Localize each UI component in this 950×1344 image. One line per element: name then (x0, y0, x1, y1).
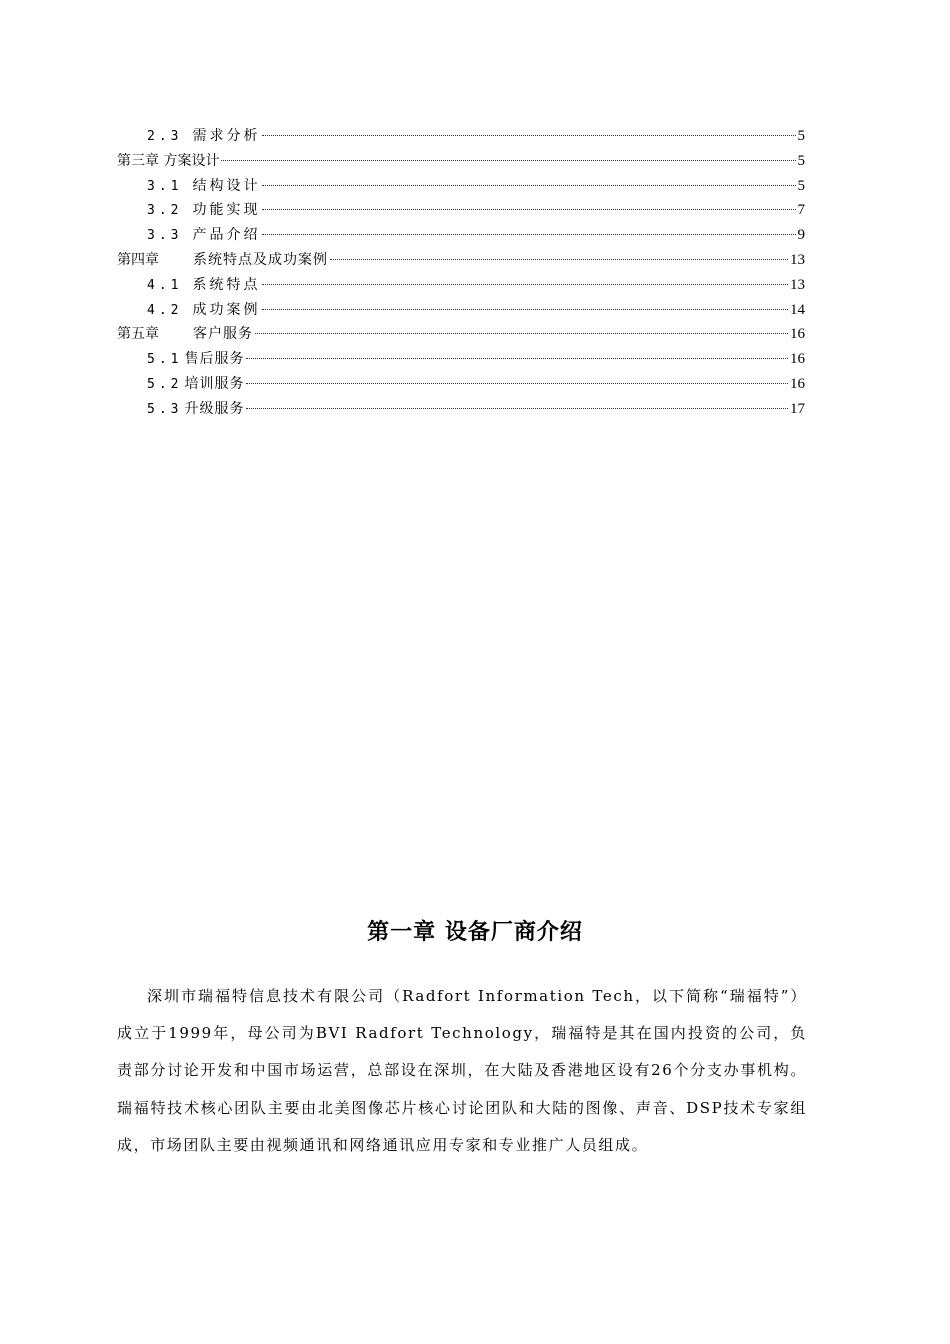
toc-entry-page: 13 (790, 251, 805, 268)
toc-entry-title: 系统特点 (192, 276, 261, 293)
toc-entry[interactable] (117, 174, 805, 199)
toc-entry-number: 4.1 (147, 277, 183, 293)
toc-entry-number: 5.3 (147, 401, 183, 417)
toc-entry-page: 16 (790, 326, 805, 343)
toc-entry-number: 3.1 (147, 178, 183, 194)
toc-entry[interactable] (117, 298, 805, 323)
toc-entry-page: 7 (797, 202, 805, 219)
toc-entry-number: 5.1 (147, 352, 183, 368)
toc-entry-page: 9 (797, 227, 805, 244)
toc-entry[interactable] (117, 397, 805, 422)
toc-entry[interactable] (117, 223, 805, 248)
toc-entry-title: 系统特点及成功案例 (193, 251, 328, 268)
toc-leader-dots (262, 234, 795, 235)
toc-entry-number: 2.3 (147, 129, 183, 144)
toc-leader-dots (246, 383, 788, 384)
toc-leader-dots (262, 135, 795, 136)
toc-entry-title: 升级服务 (184, 400, 245, 417)
chapter-heading: 第一章 设备厂商介绍 (367, 920, 583, 945)
toc-entry[interactable] (117, 372, 805, 397)
toc-entry-number: 3.3 (147, 228, 183, 244)
toc-entry[interactable] (117, 248, 805, 273)
toc-leader-dots (262, 185, 795, 186)
toc-entry[interactable] (117, 273, 805, 298)
toc-leader-dots (246, 408, 788, 409)
toc-entry[interactable] (117, 124, 805, 149)
toc-entry-page: 5 (797, 128, 805, 144)
toc-entry-page: 5 (797, 152, 805, 169)
table-of-contents (117, 124, 805, 422)
toc-entry[interactable] (117, 347, 805, 372)
toc-entry-title: 结构设计 (192, 177, 261, 194)
toc-entry-page: 17 (790, 400, 805, 417)
toc-entry-title: 售后服务 (184, 351, 245, 368)
toc-entry-title: 客户服务 (193, 326, 253, 343)
toc-entry-number: 第四章 (117, 251, 159, 268)
toc-entry-title: 需求分析 (192, 128, 261, 144)
toc-entry-number: 5.2 (147, 376, 183, 392)
toc-entry[interactable] (117, 322, 805, 347)
toc-leader-dots (246, 358, 788, 359)
toc-entry-page: 5 (797, 177, 805, 194)
chapter-paragraph: 深圳市瑞福特信息技术有限公司（Radfort Information Tech，以下简称“瑞福特”）成立于1999年，母公司为BVI Radfort Technology，瑞福特是其在国内投资的公司，负责部分讨论开发和中国市场运营，总部设在深圳，在大陆及香港地区设有26个分支办事机构。瑞福特技术核心团队主要由北美图像芯片核心讨论团队和大陆的图像、声音、DSP技术专家组成，市场团队主要由视频通讯和网络通讯应用专家和专业推广人员组成。 (117, 987, 807, 1154)
toc-entry-title: 功能实现 (192, 202, 261, 219)
toc-entry-page: 16 (790, 375, 805, 392)
toc-entry-title: 第三章 方案设计 (117, 152, 220, 169)
toc-entry[interactable] (117, 149, 805, 174)
toc-entry-page: 13 (790, 276, 805, 293)
toc-leader-dots (262, 209, 795, 210)
toc-leader-dots (330, 259, 788, 260)
toc-entry-title: 成功案例 (192, 301, 261, 318)
toc-entry-page: 14 (790, 301, 805, 318)
toc-entry-number: 第五章 (117, 326, 159, 343)
toc-entry-title: 培训服务 (184, 375, 245, 392)
toc-entry-number: 4.2 (147, 302, 183, 318)
toc-entry-page: 16 (790, 351, 805, 368)
toc-leader-dots (262, 309, 788, 310)
toc-entry[interactable] (117, 198, 805, 223)
toc-leader-dots (262, 284, 788, 285)
toc-leader-dots (221, 160, 795, 161)
toc-entry-title: 产品介绍 (192, 227, 261, 244)
toc-leader-dots (255, 333, 788, 334)
toc-entry-number: 3.2 (147, 203, 183, 219)
